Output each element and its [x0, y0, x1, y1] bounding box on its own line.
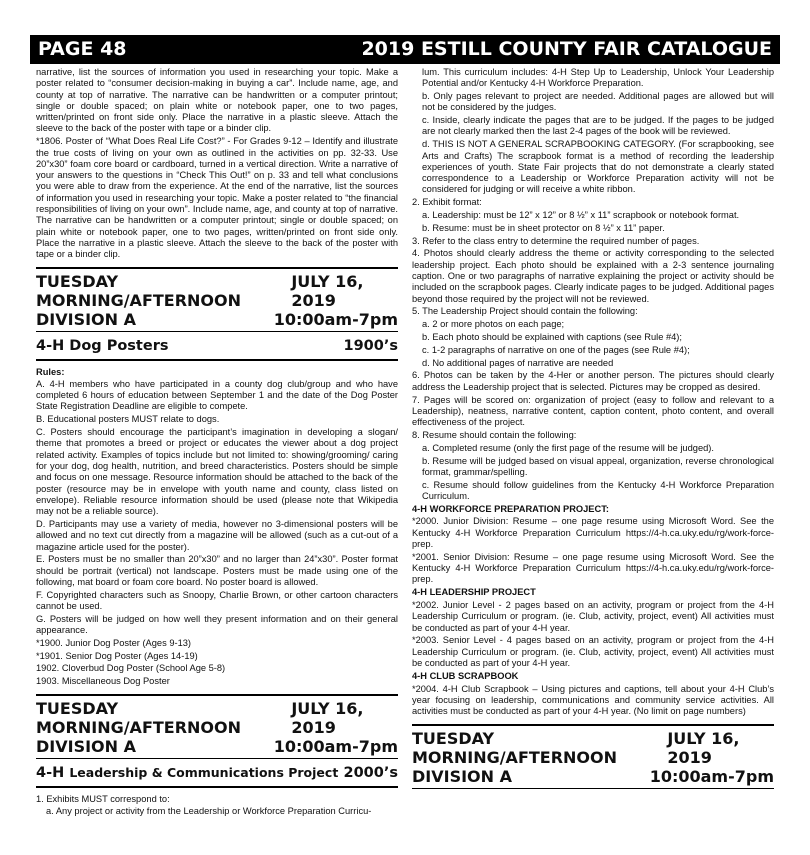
- page-header: [30, 35, 780, 64]
- rule: c. Resume should follow guidelines from the Kentucky 4-H Workforce Preparation Curriculum.: [422, 479, 774, 501]
- rule: d. No additional pages of narrative are needed: [422, 357, 614, 368]
- rule: lum. This curriculum includes: 4-H Step Up to Leadership, Unlock Your Leadership Potential and/or Kentucky 4-H Workforce Preparation.: [422, 67, 774, 89]
- class-entry: *2004. 4-H Club Scrapbook – Using pictures and captions, tell about your 4-H Club’s year focusing on leadership, communications and community service activities. All activities must be conducted as part of your 4-H year. (No limit on page numbers): [412, 683, 774, 717]
- rule: G. Posters will be judged on how well they present information and on their general appearance.: [36, 613, 398, 636]
- paragraph: *1806. Poster of “What Does Real Life Cost?” - For Grades 9-12 – Identify and illustrate the true costs of living on your own as outlined in the activities on pp. 32-33. Use 20”x30” foam core board or cardboard, turned in a vertical direction. Write a narrative of your answers to the questions in “Check This Out!” on p. 33 and tell what conclusions you were able to draw from the experience. At the end of the narrative, list the sources of information you used in researching your topic. Make a poster related to “the financial responsibilities of living on your own”. Include name, age, and county at top of narrative. The narrative can be handwritten or a computer printout; single or double spaced; on plain white or notebook paper, one to two pages, written/printed on front side only. Place the narrative in a plastic sleeve. Attach the sleeve to the back of the poster with tape or a binder clip.: [36, 136, 398, 260]
- rule: A. 4-H members who have participated in a county dog club/group and who have completed 6 hours of education between September 1 and the date of the Dog Poster State Registration Deadline are eligible to compete.: [36, 378, 398, 412]
- rule: 8. Resume should contain the following:: [412, 429, 577, 440]
- rule: C. Posters should encourage the participant’s imagination in developing a slogan/ theme that promotes a breed or project or educates the viewer about a dog project related activity. Examples of topics include but not limited to: showing/grooming/ caring for your dog, dog health, nutrition, and breed characteristics. Posters should be simple and focus on one message. Resource information should be attached to the back of the poster (resource may be in envelope with youth name and county, class listed on envelope). Reliable resource information should be used (please note that Wikipedia may not be a reliable source).: [36, 427, 398, 517]
- banner-time: TUESDAY MORNING/AFTERNOON: [36, 698, 242, 737]
- paragraph: 1. Exhibits MUST correspond to:: [36, 793, 170, 804]
- rule: b. Resume: must be in sheet protector on 8 ½” x 11” paper.: [422, 222, 665, 233]
- rule: b. Resume will be judged based on visual appeal, organization, reverse chronological format, grammar/spelling.: [422, 455, 774, 477]
- rule: d. THIS IS NOT A GENERAL SCRAPBOOKING CATEGORY. (For scrapbooking, see Arts and Crafts) The scrapbook format is a method of recording the leadership experiences of youth. State Fair projects that do not demonstrate a clearly stated correspondence to a Leadership or Workforce Preparation activity will not be considered for judging or will receive a white ribbon.: [422, 139, 774, 195]
- section-heading: 4-H WORKFORCE PREPARATION PROJECT:: [412, 503, 609, 514]
- section-heading: 4-H CLUB SCRAPBOOK: [412, 670, 519, 681]
- banner-hours: 10:00am-7pm: [273, 736, 398, 756]
- banner-division: DIVISION A: [412, 766, 512, 786]
- rule: 5. The Leadership Project should contain the following:: [412, 306, 638, 317]
- class-entry: *1901. Senior Dog Poster (Ages 14-19): [36, 650, 198, 661]
- banner-division: DIVISION A: [36, 736, 136, 756]
- department-name: Leadership & Communications Project: [69, 764, 339, 780]
- department-heading: [36, 332, 398, 361]
- banner-division: DIVISION A: [36, 309, 136, 329]
- banner-date: JULY 16, 2019: [667, 728, 740, 767]
- catalogue-title: 2019 ESTILL COUNTY FAIR CATALOGUE: [361, 38, 772, 60]
- department-heading: [36, 759, 398, 788]
- rule: a. Completed resume (only the first page of the resume will be judged).: [422, 442, 714, 453]
- banner-hours: 10:00am-7pm: [273, 309, 398, 329]
- page-number: PAGE 48: [38, 38, 127, 60]
- department-code: 2000’s: [343, 764, 398, 781]
- class-entry: 1903. Miscellaneous Dog Poster: [36, 676, 170, 687]
- banner-time: TUESDAY MORNING/AFTERNOON: [412, 728, 618, 767]
- class-entry: 1902. Cloverbud Dog Poster (School Age 5-8): [36, 663, 226, 674]
- paragraph: a. Any project or activity from the Leadership or Workforce Preparation Curricu-: [46, 806, 372, 817]
- rule: 7. Pages will be scored on: organization of project (easy to follow and relevant to a Leadership), neatness, narrative content, caption content, photo content, and overall effectiveness of the project.: [412, 394, 774, 428]
- class-entry: *2003. Senior Level - 4 pages based on an activity, program or project from the 4-H Leadership Curriculum or program. (ie. Club, activity, project, event) All activities must be conducted as part of your 4-H year.: [412, 635, 774, 669]
- class-entry: *2000. Junior Division: Resume – one page resume using Microsoft Word. See the Kentucky 4-H Workforce Preparation Curriculum https://4-h.ca.uky.edu/rg/work-force-prep.: [412, 516, 774, 550]
- rule: B. Educational posters MUST relate to dogs.: [36, 414, 220, 425]
- paragraph: narrative, list the sources of information you used in researching your topic. Make a poster related to “consumer decision-making in buying a car”. Include name, age, and county at top of narrative. The narrative can be handwritten or a computer printout; single or double spaced; on plain white or notebook paper, one to two pages, written/printed on front side only. Place the narrative in a plastic sleeve. Attach the sleeve to the back of the poster with tape or a binder clip.: [36, 67, 398, 134]
- rules-continued: [412, 67, 774, 502]
- rule: c. 1-2 paragraphs of narrative on one of the pages (see Rule #4);: [422, 344, 690, 355]
- schedule-banner: [412, 724, 774, 789]
- rule: E. Posters must be no smaller than 20”x30” and no larger than 24”x30”. Poster format should be portrait (vertical) not landscape. Posters must be made using one of the following, mat board or foam core board. No poster board is allowed.: [36, 554, 398, 587]
- rule: 6. Photos can be taken by the 4-Her or another person. The pictures should clearly address the Leadership project that is selected. Pictures may be cropped as desired.: [412, 370, 774, 392]
- rule: 2. Exhibit format:: [412, 197, 482, 208]
- banner-time: TUESDAY MORNING/AFTERNOON: [36, 271, 242, 310]
- right-column: [412, 67, 774, 789]
- class-entry: *1900. Junior Dog Poster (Ages 9-13): [36, 637, 192, 648]
- banner-date: JULY 16, 2019: [291, 698, 364, 737]
- section-heading: 4-H LEADERSHIP PROJECT: [412, 587, 536, 598]
- banner-hours: 10:00am-7pm: [649, 766, 774, 786]
- rule: a. Leadership: must be 12” x 12” or 8 ½” x 11” scrapbook or notebook format.: [422, 210, 740, 221]
- banner-date: JULY 16, 2019: [291, 271, 364, 310]
- rule: 4. Photos should clearly address the theme or activity corresponding to the selected leadership project. Each photo should be explained with a 2-3 sentence journaling caption. One or two paragraphs of narrative explaining the project or activity should be included on the scrapbook pages. Clearly indicate pages to be judged. Additional pages beyond those required by the project will not be reviewed.: [412, 248, 774, 304]
- department-prefix: 4-H: [36, 764, 65, 781]
- department-code: 1900’s: [343, 337, 398, 354]
- schedule-banner: [36, 267, 398, 332]
- department-name: 4-H Dog Posters: [36, 337, 169, 354]
- rule: a. 2 or more photos on each page;: [422, 319, 565, 330]
- class-entry: *2002. Junior Level - 2 pages based on an activity, program or project from the 4-H Leadership Curriculum or program. (ie. Club, activity, project, event) All activities must be conducted as part of your 4-H year.: [412, 600, 774, 633]
- rule: b. Each photo should be explained with captions (see Rule #4);: [422, 332, 682, 343]
- rule: b. Only pages relevant to project are needed. Additional pages are allowed but will not be considered by the judges.: [422, 91, 774, 113]
- rule: D. Participants may use a variety of media, however no 3-dimensional posters will be allowed and no text cut directly from a magazine will be allowed (such as a cut-out of a magazine article used for the poster).: [36, 518, 398, 552]
- rule: c. Inside, clearly indicate the pages that are to be judged. If the pages to be judged are not clearly marked then the last 2-4 pages of the book will be reviewed.: [422, 115, 774, 137]
- rule: F. Copyrighted characters such as Snoopy, Charlie Brown, or other cartoon characters cannot be used.: [36, 589, 398, 611]
- class-entry: *2001. Senior Division: Resume – one page resume using Microsoft Word. See the Kentucky 4-H Workforce Preparation Curriculum https://4-h.ca.uky.edu/rg/work-force-prep.: [412, 551, 774, 585]
- rules-label: Rules:: [36, 366, 65, 377]
- left-column: [36, 67, 398, 819]
- schedule-banner: [36, 694, 398, 759]
- rule: 3. Refer to the class entry to determine the required number of pages.: [412, 235, 700, 246]
